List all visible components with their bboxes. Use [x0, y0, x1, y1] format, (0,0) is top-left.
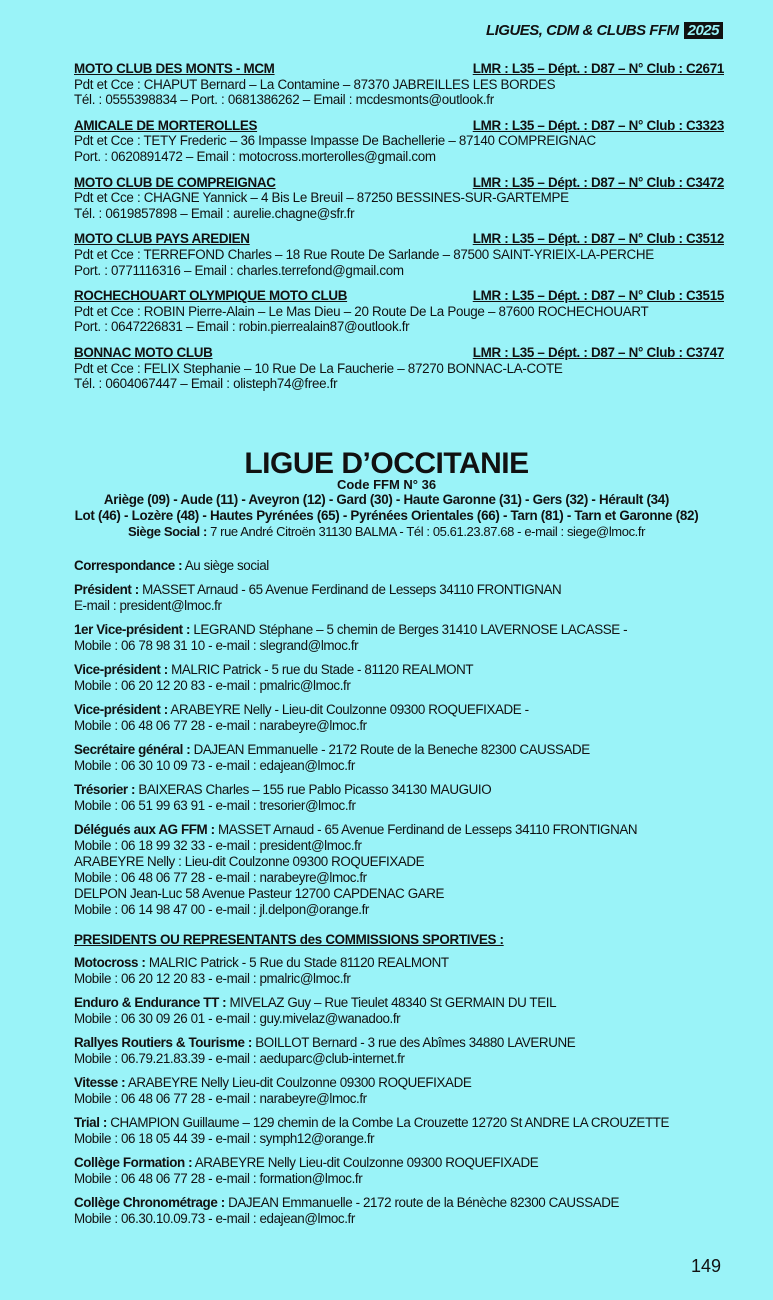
official-entry — [74, 662, 724, 694]
official-entry — [74, 742, 724, 774]
official-role: Trésorier : — [74, 782, 136, 797]
commission-role: Rallyes Routiers & Tourisme : — [74, 1035, 252, 1050]
official-text: MALRIC Patrick - 5 rue du Stade - 81120 REALMONT — [167, 662, 474, 677]
official-text: BAIXERAS Charles – 155 rue Pablo Picasso 34130 MAUGUIO — [135, 782, 492, 797]
ligue-departments-1: Ariège (09) - Aude (11) - Aveyron (12) - Gard (30) - Haute Garonne (31) - Gers (32) - Hérault (34) — [103, 492, 670, 507]
club-name: MOTO CLUB DE COMPREIGNAC — [74, 174, 276, 190]
commission-contact: Mobile : 06 20 12 20 83 - e-mail : pmalric@lmoc.fr — [74, 971, 351, 986]
officials-list — [74, 558, 724, 1235]
club-lmr: LMR : L35 – Dépt. : D87 – N° Club : C3323 — [472, 117, 724, 133]
club-name: AMICALE DE MORTEROLLES — [74, 117, 258, 133]
delegates-line: Mobile : 06 48 06 77 28 - e-mail : narabeyre@lmoc.fr — [74, 870, 367, 885]
commission-contact: Mobile : 06 30 09 26 01 - e-mail : guy.mivelaz@wanadoo.fr — [74, 1011, 401, 1026]
official-text: ARABEYRE Nelly - Lieu-dit Coulzonne 09300 ROQUEFIXADE - — [167, 702, 529, 717]
club-entry — [74, 118, 724, 165]
commission-contact: Mobile : 06 48 06 77 28 - e-mail : formation@lmoc.fr — [74, 1171, 363, 1186]
ligue-title: LIGUE D’OCCITANIE — [244, 447, 529, 480]
club-name: ROCHECHOUART OLYMPIQUE MOTO CLUB — [74, 288, 348, 304]
club-lmr: LMR : L35 – Dépt. : D87 – N° Club : C3512 — [472, 231, 724, 247]
official-contact: E-mail : president@lmoc.fr — [74, 598, 222, 613]
club-entry — [74, 175, 724, 222]
club-lmr: LMR : L35 – Dépt. : D87 – N° Club : C3472 — [472, 174, 724, 190]
page-header — [486, 22, 723, 39]
official-role: Correspondance : — [74, 558, 183, 573]
delegates-text: MASSET Arnaud - 65 Avenue Ferdinand de Lesseps 34110 FRONTIGNAN — [214, 822, 638, 837]
commission-text: MALRIC Patrick - 5 Rue du Stade 81120 REALMONT — [145, 955, 449, 970]
commission-role: Enduro & Endurance TT : — [74, 995, 227, 1010]
official-role: Vice-président : — [74, 702, 168, 717]
official-role: Secrétaire général : — [74, 742, 191, 757]
club-president: Pdt et Cce : CHAPUT Bernard – La Contamine – 87370 JABREILLES LES BORDES — [74, 76, 556, 92]
commission-entry — [74, 995, 724, 1027]
ligue-code: Code FFM N° 36 — [336, 477, 437, 492]
official-contact: Mobile : 06 30 10 09 73 - e-mail : edajean@lmoc.fr — [74, 758, 355, 773]
club-contact: Port. : 0771116316 – Email : charles.terrefond@gmail.com — [74, 262, 404, 278]
delegates-line: Mobile : 06 14 98 47 00 - e-mail : jl.delpon@orange.fr — [74, 902, 369, 917]
club-president: Pdt et Cce : TETY Frederic – 36 Impasse Impasse De Bachellerie – 87140 COMPREIGNAC — [74, 133, 596, 149]
commission-contact: Mobile : 06 18 05 44 39 - e-mail : symph12@orange.fr — [74, 1131, 375, 1146]
ligue-header — [0, 448, 773, 540]
club-entry — [74, 345, 724, 392]
delegates-entry — [74, 822, 724, 918]
official-contact: Mobile : 06 48 06 77 28 - e-mail : narabeyre@lmoc.fr — [74, 718, 367, 733]
official-role: 1er Vice-président : — [74, 622, 191, 637]
ligue-departments-2: Lot (46) - Lozère (48) - Hautes Pyrénées (65) - Pyrénées Orientales (66) - Tarn (81) - Tarn et Garonne (82) — [74, 508, 699, 523]
official-role: Président : — [74, 582, 139, 597]
club-entry — [74, 61, 724, 108]
commission-text: DAJEAN Emmanuelle - 2172 route de la Bénèche 82300 CAUSSADE — [224, 1195, 620, 1210]
official-entry — [74, 702, 724, 734]
club-president: Pdt et Cce : TERREFOND Charles – 18 Rue Route De Sarlande – 87500 SAINT-YRIEIX-LA-PERCHE — [74, 246, 654, 262]
commission-text: MIVELAZ Guy – Rue Tieulet 48340 St GERMAIN DU TEIL — [226, 995, 557, 1010]
official-contact: Mobile : 06 78 98 31 10 - e-mail : slegrand@lmoc.fr — [74, 638, 359, 653]
commissions-title: PRESIDENTS OU REPRESENTANTS des COMMISSIONS SPORTIVES : — [74, 932, 504, 947]
commission-entry — [74, 955, 724, 987]
delegates-line: ARABEYRE Nelly : Lieu-dit Coulzonne 09300 ROQUEFIXADE — [74, 854, 425, 869]
siege-text: 7 rue André Citroën 31130 BALMA - Tél : 05.61.23.87.68 - e-mail : siege@lmoc.fr — [206, 524, 646, 539]
club-name: BONNAC MOTO CLUB — [74, 344, 213, 360]
commission-role: Collège Chronométrage : — [74, 1195, 225, 1210]
commission-text: CHAMPION Guillaume – 129 chemin de la Combe La Crouzette 12720 St ANDRE LA CROUZETTE — [106, 1115, 670, 1130]
commission-role: Collège Formation : — [74, 1155, 193, 1170]
commission-role: Vitesse : — [74, 1075, 126, 1090]
club-contact: Port. : 0620891472 – Email : motocross.morterolles@gmail.com — [74, 148, 436, 164]
commission-text: ARABEYRE Nelly Lieu-dit Coulzonne 09300 ROQUEFIXADE — [192, 1155, 539, 1170]
commission-text: ARABEYRE Nelly Lieu-dit Coulzonne 09300 ROQUEFIXADE — [125, 1075, 472, 1090]
commission-contact: Mobile : 06.79.21.83.39 - e-mail : aeduparc@club-internet.fr — [74, 1051, 405, 1066]
club-name: MOTO CLUB PAYS AREDIEN — [74, 231, 250, 247]
commission-entry — [74, 1075, 724, 1107]
official-contact: Mobile : 06 51 99 63 91 - e-mail : tresorier@lmoc.fr — [74, 798, 356, 813]
ligue-siege — [0, 524, 773, 540]
club-entry — [74, 231, 724, 278]
club-president: Pdt et Cce : CHAGNE Yannick – 4 Bis Le Breuil – 87250 BESSINES-SUR-GARTEMPE — [74, 190, 569, 206]
club-president: Pdt et Cce : FELIX Stephanie – 10 Rue De La Faucherie – 87270 BONNAC-LA-COTE — [74, 360, 563, 376]
club-contact: Tél. : 0555398834 – Port. : 0681386262 – Email : mcdesmonts@outlook.fr — [74, 92, 494, 108]
commission-contact: Mobile : 06.30.10.09.73 - e-mail : edajean@lmoc.fr — [74, 1211, 355, 1226]
official-entry — [74, 782, 724, 814]
delegates-role: Délégués aux AG FFM : — [74, 822, 215, 837]
official-contact: Mobile : 06 20 12 20 83 - e-mail : pmalric@lmoc.fr — [74, 678, 351, 693]
official-entry — [74, 558, 724, 574]
commission-role: Trial : — [74, 1115, 107, 1130]
official-text: LEGRAND Stéphane – 5 chemin de Berges 31410 LAVERNOSE LACASSE - — [190, 622, 628, 637]
club-name: MOTO CLUB DES MONTS - MCM — [74, 61, 275, 76]
club-contact: Tél. : 0604067447 – Email : olisteph74@free.fr — [74, 376, 338, 392]
commission-entry — [74, 1035, 724, 1067]
siege-label: Siège Social : — [127, 524, 207, 539]
club-entry — [74, 288, 724, 335]
official-text: MASSET Arnaud - 65 Avenue Ferdinand de Lesseps 34110 FRONTIGNAN — [138, 582, 562, 597]
club-list — [74, 61, 724, 402]
commission-text: BOILLOT Bernard - 3 rue des Abîmes 34880 LAVERUNE — [251, 1035, 576, 1050]
page-number: 149 — [690, 1256, 721, 1276]
club-president: Pdt et Cce : ROBIN Pierre-Alain – Le Mas Dieu – 20 Route De La Pouge – 87600 ROCHECHOUART — [74, 303, 649, 319]
club-contact: Tél. : 0619857898 – Email : aurelie.chagne@sfr.fr — [74, 205, 355, 221]
commission-contact: Mobile : 06 48 06 77 28 - e-mail : narabeyre@lmoc.fr — [74, 1091, 367, 1106]
official-text: Au siège social — [182, 558, 269, 573]
official-entry — [74, 582, 724, 614]
delegates-line: Mobile : 06 18 99 32 33 - e-mail : president@lmoc.fr — [74, 838, 362, 853]
club-contact: Port. : 0647226831 – Email : robin.pierrealain87@outlook.fr — [74, 319, 410, 335]
header-year: 2025 — [684, 22, 723, 39]
commission-entry — [74, 1155, 724, 1187]
club-lmr: LMR : L35 – Dépt. : D87 – N° Club : C3515 — [472, 288, 724, 304]
official-text: DAJEAN Emmanuelle - 2172 Route de la Beneche 82300 CAUSSADE — [190, 742, 590, 757]
header-title: LIGUES, CDM & CLUBS FFM — [485, 22, 679, 39]
official-role: Vice-président : — [74, 662, 168, 677]
club-lmr: LMR : L35 – Dépt. : D87 – N° Club : C3747 — [472, 344, 724, 360]
club-lmr: LMR : L35 – Dépt. : D87 – N° Club : C2671 — [472, 61, 724, 76]
delegates-line: DELPON Jean-Luc 58 Avenue Pasteur 12700 CAPDENAC GARE — [74, 886, 445, 901]
commission-entry — [74, 1195, 724, 1227]
commission-entry — [74, 1115, 724, 1147]
official-entry — [74, 622, 724, 654]
commission-role: Motocross : — [74, 955, 146, 970]
